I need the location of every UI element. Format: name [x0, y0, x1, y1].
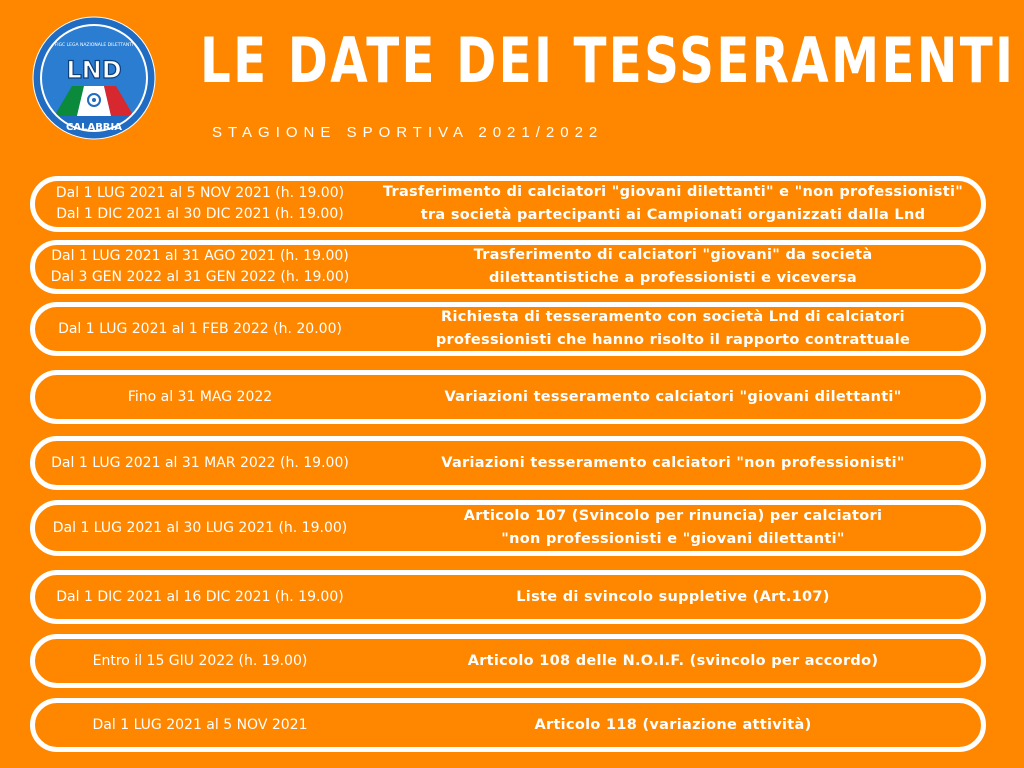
row-dates	[35, 245, 365, 289]
schedule-row	[30, 176, 986, 232]
description-line: tra società partecipanti ai Campionati organizzati dalla Lnd	[420, 207, 926, 223]
row-dates	[35, 639, 365, 683]
row-description	[365, 639, 981, 683]
description-line: Articolo 108 delle N.O.I.F. (svincolo per accordo)	[467, 652, 879, 669]
row-description	[365, 575, 981, 619]
description-line: Articolo 118 (variazione attività)	[534, 716, 812, 733]
description-line: Variazioni tesseramento calciatori "non professionisti"	[441, 454, 905, 471]
description-line: "non professionisti e "giovani dilettanti"	[501, 531, 845, 547]
date-line: Dal 1 LUG 2021 al 1 FEB 2022 (h. 20.00)	[58, 320, 342, 337]
row-dates	[35, 181, 365, 227]
schedule-row	[30, 570, 986, 624]
schedule-row	[30, 634, 986, 688]
description-line: Richiesta di tesseramento con società Lnd di calciatori	[441, 309, 905, 325]
row-dates	[35, 307, 365, 351]
schedule-row	[30, 302, 986, 356]
date-line: Dal 1 LUG 2021 al 30 LUG 2021 (h. 19.00)	[52, 519, 348, 536]
row-description	[365, 245, 981, 289]
description-line: dilettantistiche a professionisti e viceversa	[489, 270, 857, 286]
date-line: Dal 1 LUG 2021 al 31 MAR 2022 (h. 19.00)	[51, 454, 349, 471]
date-line: Dal 1 LUG 2021 al 5 NOV 2021	[92, 716, 308, 733]
date-line: Entro il 15 GIU 2022 (h. 19.00)	[92, 652, 308, 669]
logo-region-text: CALABRIA	[66, 122, 122, 133]
row-description	[365, 307, 981, 351]
row-dates	[35, 375, 365, 419]
row-dates	[35, 505, 365, 551]
logo-lnd-text: LND	[66, 56, 122, 84]
description-line: Articolo 107 (Svincolo per rinuncia) per calciatori	[463, 508, 883, 524]
date-line: Dal 3 GEN 2022 al 31 GEN 2022 (h. 19.00)	[50, 269, 350, 285]
description-line: Trasferimento di calciatori "giovani" da società	[473, 247, 873, 263]
page-title: LE DATE DEI TESSERAMENTI	[200, 24, 1016, 97]
date-line: Dal 1 DIC 2021 al 30 DIC 2021 (h. 19.00)	[56, 206, 344, 222]
row-description	[365, 505, 981, 551]
date-line: Dal 1 DIC 2021 al 16 DIC 2021 (h. 19.00)	[56, 588, 344, 605]
row-dates	[35, 703, 365, 747]
schedule-row	[30, 240, 986, 294]
schedule-row	[30, 500, 986, 556]
description-line: Liste di svincolo suppletive (Art.107)	[516, 588, 830, 605]
row-description	[365, 375, 981, 419]
schedule-row	[30, 370, 986, 424]
date-line: Fino al 31 MAG 2022	[127, 388, 273, 405]
row-description	[365, 181, 981, 227]
row-dates	[35, 441, 365, 485]
date-line: Dal 1 LUG 2021 al 31 AGO 2021 (h. 19.00)	[51, 248, 349, 264]
row-description	[365, 441, 981, 485]
page-subtitle: STAGIONE SPORTIVA 2021/2022	[212, 124, 604, 141]
description-line: Variazioni tesseramento calciatori "giovani dilettanti"	[444, 388, 902, 405]
date-line: Dal 1 LUG 2021 al 5 NOV 2021 (h. 19.00)	[55, 185, 345, 201]
row-dates	[35, 575, 365, 619]
description-line: professionisti che hanno risolto il rapporto contrattuale	[435, 332, 911, 348]
lnd-calabria-logo	[32, 16, 156, 140]
description-line: Trasferimento di calciatori "giovani dilettanti" e "non professionisti"	[382, 184, 964, 200]
row-description	[365, 703, 981, 747]
logo-small-text: FIGC LEGA NAZIONALE DILETTANTI	[54, 43, 134, 48]
schedule-row	[30, 698, 986, 752]
schedule-row	[30, 436, 986, 490]
